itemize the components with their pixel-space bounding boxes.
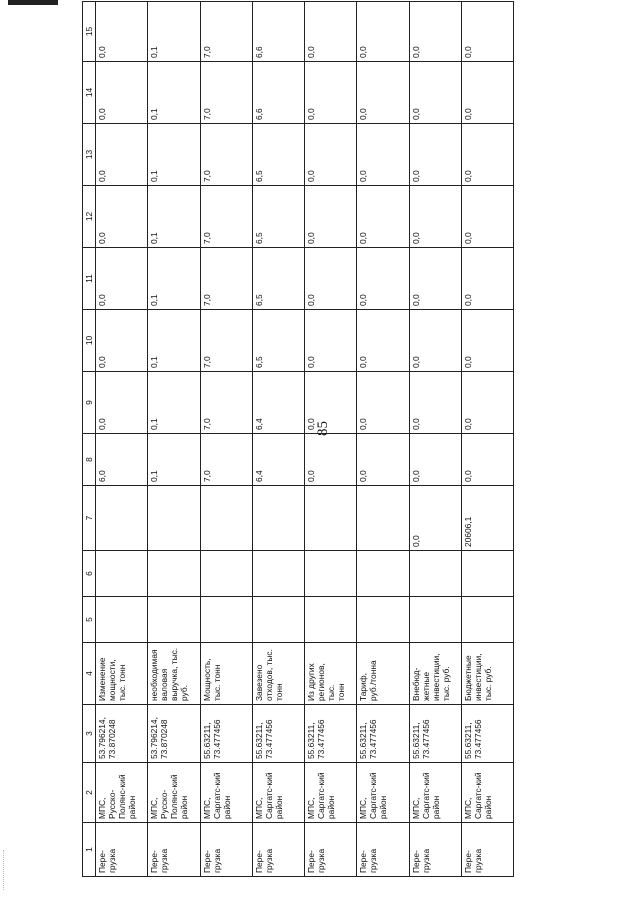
table-cell: 0,0	[357, 372, 409, 434]
table-cell: 7,0	[200, 124, 252, 186]
table-cell: 55.63211, 73.477456	[409, 705, 461, 763]
table-cell: 55.63211, 73.477456	[200, 705, 252, 763]
table-cell: 0,1	[148, 310, 200, 372]
table-cell: 55.63211, 73.477456	[305, 705, 357, 763]
table-cell: 0,0	[96, 310, 148, 372]
table-cell: 55.63211, 73.477456	[357, 705, 409, 763]
table-cell: Пере- грузка	[252, 823, 304, 877]
table-cell: 0,0	[409, 186, 461, 248]
table-cell: 0,0	[96, 62, 148, 124]
table-cell: Мощность, тыс. тонн	[200, 643, 252, 705]
header-row	[83, 2, 96, 877]
table-cell	[305, 597, 357, 643]
table-cell: 0,0	[461, 124, 513, 186]
table-cell: 0,1	[148, 434, 200, 486]
table-row	[96, 2, 148, 877]
column-number: 12	[83, 186, 96, 248]
table-cell: 0,0	[409, 310, 461, 372]
table-cell: Тариф, руб./тонна	[357, 643, 409, 705]
table-cell: 0,0	[357, 434, 409, 486]
table-row	[252, 2, 304, 877]
column-number: 11	[83, 248, 96, 310]
table-cell: 0,0	[357, 248, 409, 310]
table-cell: Пере- грузка	[96, 823, 148, 877]
table-row	[200, 2, 252, 877]
table-cell: 0,0	[409, 124, 461, 186]
table-cell: 0,0	[461, 62, 513, 124]
table-cell: МПС, Саргатс-кий район	[409, 763, 461, 823]
table-cell: 0,1	[148, 62, 200, 124]
table-cell: Пере- грузка	[148, 823, 200, 877]
table-cell	[148, 486, 200, 551]
table-cell	[409, 597, 461, 643]
table-cell	[305, 551, 357, 597]
table-cell: 55.63211, 73.477456	[252, 705, 304, 763]
table-cell	[148, 597, 200, 643]
table-cell: МПС, Саргатс-кий район	[305, 763, 357, 823]
table-cell: МПС, Саргатс-кий район	[461, 763, 513, 823]
table-cell: МПС, Русско- Полянс-кий район	[96, 763, 148, 823]
data-table	[82, 1, 514, 877]
table-cell: 0,0	[96, 124, 148, 186]
table-cell: МПС, Саргатс-кий район	[357, 763, 409, 823]
table-cell	[461, 597, 513, 643]
column-number: 8	[83, 434, 96, 486]
column-number: 10	[83, 310, 96, 372]
table-cell: необходимая валовая выручка, тыс. руб.	[148, 643, 200, 705]
table-cell	[96, 551, 148, 597]
table-cell: Внебюд- жетные инвестиции, тыс. руб.	[409, 643, 461, 705]
table-cell: 0,0	[357, 186, 409, 248]
table-cell: 53.796214, 73.870248	[96, 705, 148, 763]
table-cell: 0,0	[357, 310, 409, 372]
page-number: 85	[315, 421, 331, 436]
table-cell: 0,1	[148, 124, 200, 186]
table-cell: 20606,1	[461, 486, 513, 551]
table-cell: 6,4	[252, 372, 304, 434]
table-cell: 6,5	[252, 186, 304, 248]
table-row	[357, 2, 409, 877]
table-cell	[200, 486, 252, 551]
table-cell: 53.796214, 73.870248	[148, 705, 200, 763]
column-number: 13	[83, 124, 96, 186]
column-number: 6	[83, 551, 96, 597]
table-cell: 7,0	[200, 372, 252, 434]
column-number: 3	[83, 705, 96, 763]
table-cell: 6,4	[252, 434, 304, 486]
column-number: 7	[83, 486, 96, 551]
table-cell: МПС, Саргатс-кий район	[252, 763, 304, 823]
table-cell	[200, 551, 252, 597]
column-number: 2	[83, 763, 96, 823]
table-cell: Бюджетные инвестиции, тыс. руб.	[461, 643, 513, 705]
table-cell: Пере- грузка	[357, 823, 409, 877]
table-cell: МПС, Саргатс-кий район	[200, 763, 252, 823]
table-cell: 0,0	[409, 434, 461, 486]
table-cell: 0,0	[305, 124, 357, 186]
table-cell: 6,5	[252, 310, 304, 372]
table-cell	[252, 486, 304, 551]
table-cell: 0,0	[461, 186, 513, 248]
table-cell: 0,0	[305, 248, 357, 310]
column-number: 1	[83, 823, 96, 877]
scan-edge-mark	[8, 0, 58, 5]
column-number: 15	[83, 2, 96, 62]
table-cell: 0,0	[96, 186, 148, 248]
table-cell: 0,1	[148, 248, 200, 310]
table-cell: 7,0	[200, 434, 252, 486]
table-cell: Завезено отходов, тыс. тонн	[252, 643, 304, 705]
table-cell	[148, 551, 200, 597]
table-cell	[305, 486, 357, 551]
table-cell: Пере- грузка	[200, 823, 252, 877]
table-cell: Пере- грузка	[461, 823, 513, 877]
table-cell: 0,0	[96, 248, 148, 310]
table-cell: 0,0	[409, 486, 461, 551]
table-cell: 7,0	[200, 248, 252, 310]
table-cell: Пере- грузка	[305, 823, 357, 877]
table-cell	[252, 597, 304, 643]
table-cell: 55.63211, 73.477456	[461, 705, 513, 763]
table-cell: 6,0	[96, 434, 148, 486]
table-cell: 0,0	[305, 186, 357, 248]
table-row	[461, 2, 513, 877]
table-cell	[357, 486, 409, 551]
table-cell: 0,0	[461, 248, 513, 310]
table-cell: 0,0	[409, 62, 461, 124]
table-cell: 0,0	[357, 2, 409, 62]
column-number: 5	[83, 597, 96, 643]
table-cell	[96, 597, 148, 643]
table-cell: 6,5	[252, 248, 304, 310]
table-cell: 0,0	[96, 2, 148, 62]
table-cell: 6,6	[252, 62, 304, 124]
table-cell: 0,1	[148, 372, 200, 434]
table-cell: 0,0	[357, 62, 409, 124]
table-cell: 0,0	[461, 310, 513, 372]
table-cell: 7,0	[200, 62, 252, 124]
table-cell: 0,0	[461, 2, 513, 62]
table-cell: 0,0	[461, 372, 513, 434]
table-cell: 0,0	[96, 372, 148, 434]
table-cell	[357, 597, 409, 643]
table-row	[409, 2, 461, 877]
table-cell: 0,1	[148, 186, 200, 248]
table-cell: 6,5	[252, 124, 304, 186]
table-cell: МПС, Русско- Полянс-кий район	[148, 763, 200, 823]
table-cell: 0,0	[409, 248, 461, 310]
table-cell	[357, 551, 409, 597]
table-cell: Пере- грузка	[409, 823, 461, 877]
table-cell: 0,0	[305, 62, 357, 124]
column-number: 9	[83, 372, 96, 434]
table-cell: 0,0	[409, 2, 461, 62]
table-cell: 0,0	[305, 372, 357, 434]
table-cell	[96, 486, 148, 551]
table-cell: 7,0	[200, 2, 252, 62]
table-cell: 0,0	[305, 310, 357, 372]
column-number: 4	[83, 643, 96, 705]
table-cell: Из других регионов, тыс. тонн	[305, 643, 357, 705]
table-cell: 0,1	[148, 2, 200, 62]
table-row	[305, 2, 357, 877]
table-cell: 0,0	[305, 2, 357, 62]
table-cell: 0,0	[305, 434, 357, 486]
column-number: 14	[83, 62, 96, 124]
table-cell: 7,0	[200, 310, 252, 372]
table-row	[148, 2, 200, 877]
table-cell	[200, 597, 252, 643]
table-cell: 0,0	[461, 434, 513, 486]
table-cell: 0,0	[357, 124, 409, 186]
table-cell: Изменение мощности, тыс. тонн	[96, 643, 148, 705]
table-cell	[409, 551, 461, 597]
table-cell: 7,0	[200, 186, 252, 248]
table-cell: 6,6	[252, 2, 304, 62]
table-cell: 0,0	[409, 372, 461, 434]
scan-margin-dots	[3, 850, 5, 890]
table-cell	[461, 551, 513, 597]
table-cell	[252, 551, 304, 597]
